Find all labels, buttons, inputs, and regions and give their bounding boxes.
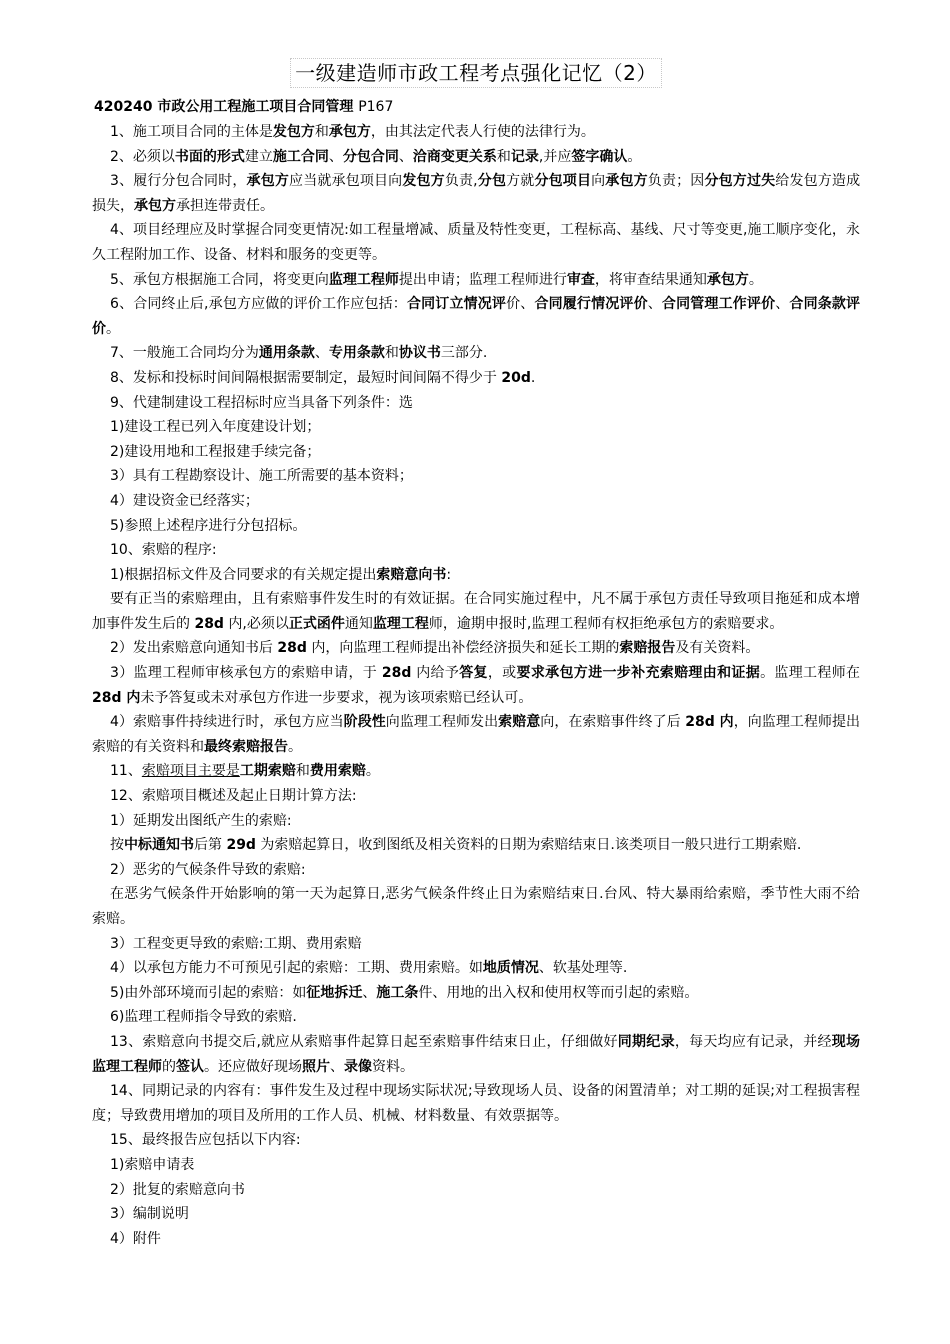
paragraph <box>92 1178 860 1203</box>
page-title: 一级建造师市政工程考点强化记忆（2） <box>290 58 662 88</box>
text-run: 向监理工程师发出 <box>385 714 499 731</box>
bold-text: 要求承包方进一步补充索赔理由和证据 <box>516 665 761 682</box>
bold-text: 20d <box>501 369 531 386</box>
text-run: 。 <box>365 763 380 780</box>
text-run: 给发包方造成损失， <box>92 173 861 214</box>
bold-text: 书面的形式 <box>174 148 245 165</box>
paragraph <box>92 981 860 1006</box>
text-run: 、 <box>398 148 413 165</box>
text-run: 4）建设资金已经落实； <box>110 492 259 509</box>
paragraph <box>92 218 860 267</box>
text-run: 、 <box>330 1058 344 1075</box>
text-run: 、 <box>647 296 662 313</box>
text-run: 为索赔起算日，收到图纸及相关资料的日期为索赔结束日.该类项目一般只进行工期索赔. <box>255 837 802 854</box>
text-run: 6、合同终止后,承包方应做的评价工作应包括： <box>110 296 407 313</box>
text-run: 和 <box>295 763 310 780</box>
bold-text: 分包 <box>477 173 507 190</box>
text-run: ，每天均应有记录，并经 <box>674 1033 832 1050</box>
paragraph <box>92 710 860 759</box>
title-wrap <box>92 58 860 88</box>
text-run: 。还应做好现场 <box>204 1058 302 1075</box>
text-run: 5)参照上述程序进行分包招标。 <box>110 517 307 534</box>
bold-text: 28d <box>194 615 224 632</box>
text-run: 2、必须以 <box>110 148 175 165</box>
text-run: 、 <box>362 984 377 1001</box>
bold-text: 中标通知书 <box>124 837 194 854</box>
bold-text: 现场监理工程师 <box>92 1033 861 1075</box>
text-run: 12、索赔项目概述及起止日期计算方法: <box>110 788 357 805</box>
text-run: 的 <box>162 1058 176 1075</box>
bold-text: 审查 <box>566 271 595 288</box>
text-run: 3、履行分包合同时， <box>110 173 247 190</box>
text-run: 5)由外部环境而引起的索赔：如 <box>110 984 307 1001</box>
bold-text: 费用索赔 <box>309 763 366 780</box>
bold-text: 合同条款评价 <box>92 296 861 337</box>
paragraph <box>92 1005 860 1030</box>
text-run: 、 <box>775 296 790 313</box>
paragraph <box>92 1227 860 1252</box>
bold-text: 正式函件 <box>288 615 345 632</box>
text-run: 2）批复的索赔意向书 <box>110 1181 245 1198</box>
bold-text: 承包方 <box>706 271 749 288</box>
bold-text: 分包项目 <box>534 173 592 190</box>
text-run: 建立 <box>244 148 273 165</box>
text-run: 4）索赔事件持续进行时，承包方应当 <box>110 714 344 731</box>
text-run: 。 <box>288 738 302 755</box>
paragraph <box>92 587 860 636</box>
paragraph <box>92 1030 860 1079</box>
text-run: 。 <box>627 148 642 165</box>
bold-text: 28d 内 <box>92 689 141 706</box>
text-run: 3）工程变更导致的索赔:工期、费用索赔 <box>110 935 362 952</box>
bold-text: 监理工程师 <box>328 271 399 288</box>
text-run: 师，逾期申报时,监理工程师有权拒绝承包方的索赔要求。 <box>428 615 784 632</box>
paragraph <box>92 292 860 341</box>
text-run: 提出申请；监理工程师进行 <box>398 271 567 288</box>
paragraph <box>92 563 860 588</box>
text-run: 8、发标和投标时间间隔根据需要制定，最短时间间隔不得少于 <box>110 369 502 386</box>
text-run: 2）发出索赔意向通知书后 <box>110 640 278 657</box>
text-run: 3）具有工程勘察设计、施工所需要的基本资料； <box>110 468 413 485</box>
bold-text: 施工条 <box>376 984 419 1001</box>
text-run: 和 <box>384 345 399 362</box>
text-run: 向，在索赔事件终了后 <box>540 714 686 731</box>
text-run: 承担连带责任。 <box>176 197 274 214</box>
text-run: ,并应 <box>538 148 572 165</box>
text-run: 13、索赔意向书提交后,就应从索赔事件起算日起至索赔事件结束日止，仔细做好 <box>110 1033 618 1050</box>
bold-text: 承包方 <box>134 197 176 214</box>
paragraph <box>92 882 860 931</box>
bold-text: 28d <box>277 640 307 657</box>
bold-text: 地质情况 <box>482 960 539 977</box>
text-run: 后第 <box>194 837 227 854</box>
text-run: 9、代建制建设工程招标时应当具备下列条件：选 <box>110 394 413 411</box>
bold-text: 专用条款 <box>328 345 385 362</box>
text-run: 2)建设用地和工程报建手续完备； <box>110 443 321 460</box>
paragraph <box>92 636 860 661</box>
text-run: 和 <box>314 124 329 140</box>
text-run: 按 <box>110 837 124 854</box>
text-run: 3）编制说明 <box>110 1206 189 1223</box>
bold-text: 28d 内 <box>685 714 734 731</box>
paragraph <box>92 932 860 957</box>
text-run: 向 <box>591 173 606 190</box>
underlined-text: 索赔项目主要是 <box>141 763 240 780</box>
bold-text: 分包合同 <box>342 148 399 165</box>
document-body <box>92 120 860 1251</box>
section-code: 420240 <box>94 99 153 115</box>
paragraph <box>92 489 860 514</box>
bold-text: 索赔意 <box>498 714 541 731</box>
paragraph <box>92 809 860 834</box>
paragraph <box>92 268 860 293</box>
bold-text: 征地拆迁 <box>306 984 363 1001</box>
text-run: 1)根据招标文件及合同要求的有关规定提出 <box>110 566 377 583</box>
text-run: . <box>530 369 536 386</box>
text-run: 及有关资料。 <box>675 640 760 657</box>
bold-text: 照片 <box>302 1058 330 1075</box>
text-run: 14、同期记录的内容有：事件发生及过程中现场实际状况;导致现场人员、设备的闲置清单；对工期的延误;对工程损害程度；导致费用增加的项目及所用的工作人员、机械、材料数量、有效票据等。 <box>92 1083 860 1124</box>
text-run: 2）恶劣的气候条件导致的索赔: <box>110 861 306 878</box>
bold-text: 发包方 <box>402 173 445 190</box>
paragraph <box>92 366 860 391</box>
text-run: 内给予 <box>411 665 460 682</box>
section-page: P167 <box>358 99 394 115</box>
text-run: 方就 <box>506 173 535 190</box>
paragraph <box>92 120 860 145</box>
text-run: 5、承包方根据施工合同，将变更向 <box>110 271 329 288</box>
text-run: 应当就承包项目向 <box>289 173 403 190</box>
text-run: 。 <box>106 320 120 337</box>
bold-text: 合同履行情况评价 <box>534 296 648 313</box>
bold-text: 索赔意向书 <box>376 566 447 583</box>
paragraph <box>92 1153 860 1178</box>
text-run: 10、索赔的程序: <box>110 542 217 559</box>
paragraph <box>92 858 860 883</box>
text-run: 通知 <box>344 615 373 632</box>
text-run: 、 <box>328 148 343 165</box>
text-run: 负责；因 <box>647 173 705 190</box>
text-run: 、软基处理等. <box>538 960 628 977</box>
paragraph <box>92 1079 860 1128</box>
paragraph <box>92 415 860 440</box>
text-run: 。监理工程师在 <box>760 665 861 682</box>
text-run: 资料。 <box>372 1058 414 1075</box>
paragraph <box>92 440 860 465</box>
text-run: 和 <box>496 148 511 165</box>
text-run: 6)监理工程师指令导致的索赔. <box>110 1009 297 1026</box>
section-name: 市政公用工程施工项目合同管理 <box>157 99 354 115</box>
bold-text: 录像 <box>344 1058 372 1075</box>
bold-text: 28d <box>381 665 412 682</box>
bold-text: 签认 <box>176 1058 204 1075</box>
text-run: 15、最终报告应包括以下内容: <box>110 1132 301 1149</box>
bold-text: 协议书 <box>398 345 441 362</box>
text-run: 件、用地的出入权和使用权等而引起的索赔。 <box>418 984 699 1001</box>
text-run: 7、一般施工合同均分为 <box>110 345 259 362</box>
bold-text: 承包方 <box>605 173 648 190</box>
bold-text: 合同管理工作评价 <box>661 296 776 313</box>
bold-text: 记录 <box>510 148 539 165</box>
bold-text: 分包方过失 <box>704 173 776 190</box>
text-run: 要有正当的索赔理由，且有索赔事件发生时的有效证据。在合同实施过程中，凡不属于承包方责任导致项目拖延和成本增加事件发生后的 <box>92 591 860 632</box>
text-run: 未予答复或未对承包方作进一步要求，视为该项索赔已经认可。 <box>140 689 533 706</box>
bold-text: 29d <box>226 837 256 854</box>
paragraph <box>92 341 860 366</box>
bold-text: 通用条款 <box>258 345 315 362</box>
text-run: 4、项目经理应及时掌握合同变更情况:如工程量增减、质量及特性变更，工程标高、基线、尺寸等变更,施工顺序变化，永久工程附加工作、设备、材料和服务的变更等。 <box>92 222 860 263</box>
bold-text: 承包方 <box>246 173 290 190</box>
bold-text: 签字确认 <box>571 148 628 165</box>
text-run: 、 <box>314 345 329 362</box>
text-run: 4）附件 <box>110 1230 161 1247</box>
bold-text: 施工合同 <box>272 148 329 165</box>
text-run: : <box>446 566 452 583</box>
paragraph <box>92 538 860 563</box>
paragraph <box>92 145 860 170</box>
bold-text: 洽商变更关系 <box>412 148 497 165</box>
text-run: 。 <box>748 271 763 288</box>
text-run: 内,必须以 <box>223 615 289 632</box>
paragraph <box>92 464 860 489</box>
text-run: ，或 <box>487 665 517 682</box>
bold-text: 最终索赔报告 <box>204 738 288 755</box>
bold-text: 同期纪录 <box>617 1033 675 1050</box>
paragraph <box>92 833 860 858</box>
bold-text: 发包方 <box>272 124 315 140</box>
bold-text: 阶段性 <box>343 714 386 731</box>
text-run: ，将审查结果通知 <box>594 271 707 288</box>
text-run: ，由其法定代表人行使的法律行为。 <box>370 124 595 140</box>
bold-text: 答复 <box>459 665 488 682</box>
text-run: 在恶劣气候条件开始影响的第一天为起算日,恶劣气候条件终止日为索赔结束日.台风、特大暴雨给索赔，季节性大雨不给索赔。 <box>92 886 860 927</box>
section-heading <box>94 96 860 118</box>
bold-text: 工期索赔 <box>239 763 296 780</box>
text-run: 1)索赔申请表 <box>110 1156 195 1173</box>
text-run: 1）延期发出图纸产生的索赔: <box>110 812 292 829</box>
text-run: 1)建设工程已列入年度建设计划； <box>110 419 321 436</box>
bold-text: 合同订立情况评 <box>406 296 507 313</box>
paragraph <box>92 956 860 981</box>
bold-text: 监理工程 <box>372 615 429 632</box>
text-run: 负责, <box>444 173 478 190</box>
text-run: 4）以承包方能力不可预见引起的索赔：工期、费用索赔。如 <box>110 960 483 977</box>
text-run: ，向监理工程师提出索赔的有关资料和 <box>92 714 861 755</box>
paragraph <box>92 391 860 416</box>
paragraph <box>92 661 860 710</box>
bold-text: 索赔报告 <box>619 640 676 657</box>
paragraph <box>92 784 860 809</box>
bold-text: 承包方 <box>328 124 371 140</box>
paragraph <box>92 169 860 218</box>
paragraph <box>92 1128 860 1153</box>
text-run: 价、 <box>506 296 535 313</box>
text-run: 内，向监理工程师提出补偿经济损失和延长工期的 <box>306 640 620 657</box>
paragraph <box>92 514 860 539</box>
text-run: 3）监理工程师审核承包方的索赔申请，于 <box>110 665 382 682</box>
text-run: 1、施工项目合同的主体是 <box>110 124 273 140</box>
text-run: 11、 <box>110 763 142 780</box>
text-run: 三部分. <box>440 345 488 362</box>
paragraph <box>92 1202 860 1227</box>
paragraph <box>92 759 860 784</box>
